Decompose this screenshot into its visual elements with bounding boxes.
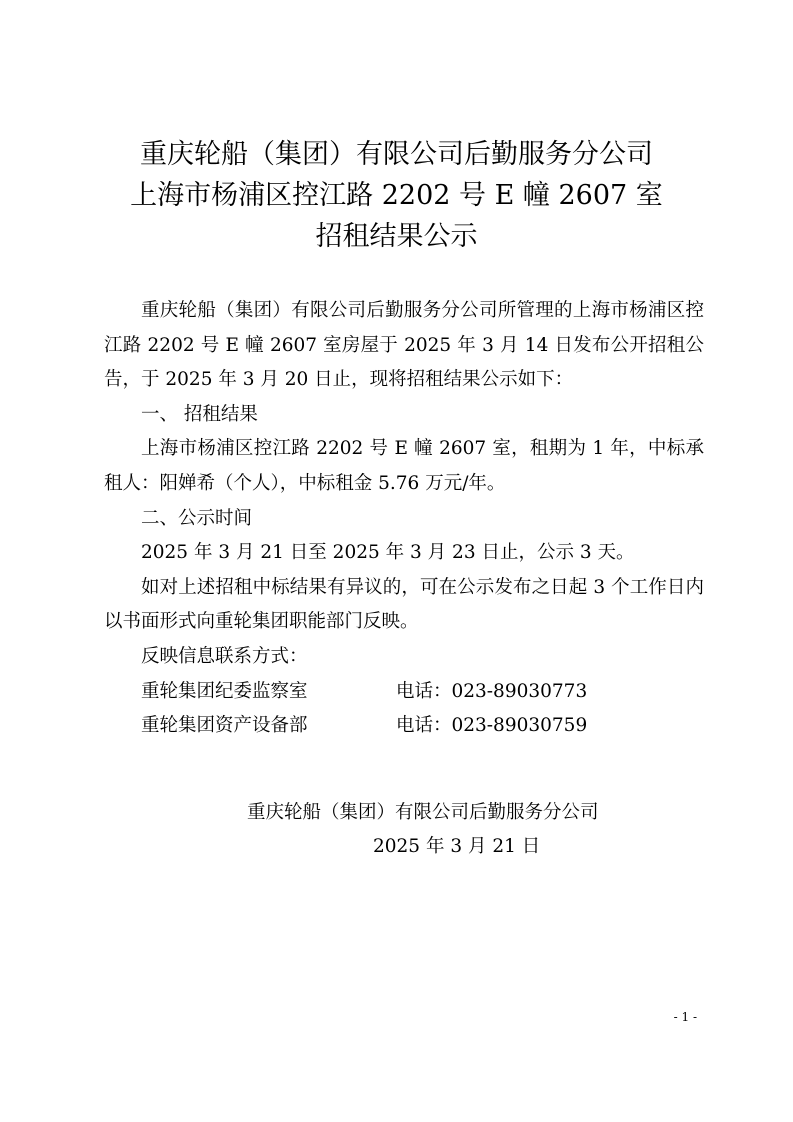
signature-date: 2025 年 3 月 21 日 [373,836,541,857]
contact-row [104,709,704,744]
contact-phone: 电话：023-89030773 [396,680,588,702]
title-line-address: 上海市杨浦区控江路 2202 号 E 幢 2607 室 [130,180,663,211]
section2-body: 2025 年 3 月 21 日至 2025 年 3 月 23 日止，公示 3 天。 [141,542,635,564]
signature-organization: 重庆轮船（集团）有限公司后勤服务分公司 [247,802,599,823]
document-body [104,294,704,744]
page-number: - 1 - [673,1010,697,1024]
section1-heading: 一、 招租结果 [141,403,258,425]
contact-heading: 反映信息联系方式： [141,645,308,667]
contact-phone: 电话：023-89030759 [396,715,588,737]
section2-heading: 二、公示时间 [141,507,253,529]
contact-row [104,675,704,710]
document-title [0,134,793,257]
title-line-company: 重庆轮船（集团）有限公司后勤服务分公司 [140,139,653,170]
contact-dept: 重轮集团资产设备部 [141,715,308,737]
contact-dept: 重轮集团纪委监察室 [141,680,308,702]
objection-paragraph: 如对上述招租中标结果有异议的，可在公示发布之日起 3 个工作日内以书面形式向重轮集团职能部门反映。 [104,576,704,633]
title-line-subject: 招租结果公示 [315,221,478,252]
section1-body: 上海市杨浦区控江路 2202 号 E 幢 2607 室，租期为 1 年，中标承租人：阳婵希（个人），中标租金 5.76 万元/年。 [104,438,704,494]
intro-paragraph: 重庆轮船（集团）有限公司后勤服务分公司所管理的上海市杨浦区控江路 2202 号 E 幢 2607 室房屋于 2025 年 3 月 14 日发布公开招租公告，于 2025 年 3 月 20 日止，现将招租结果公示如下： [104,300,704,391]
